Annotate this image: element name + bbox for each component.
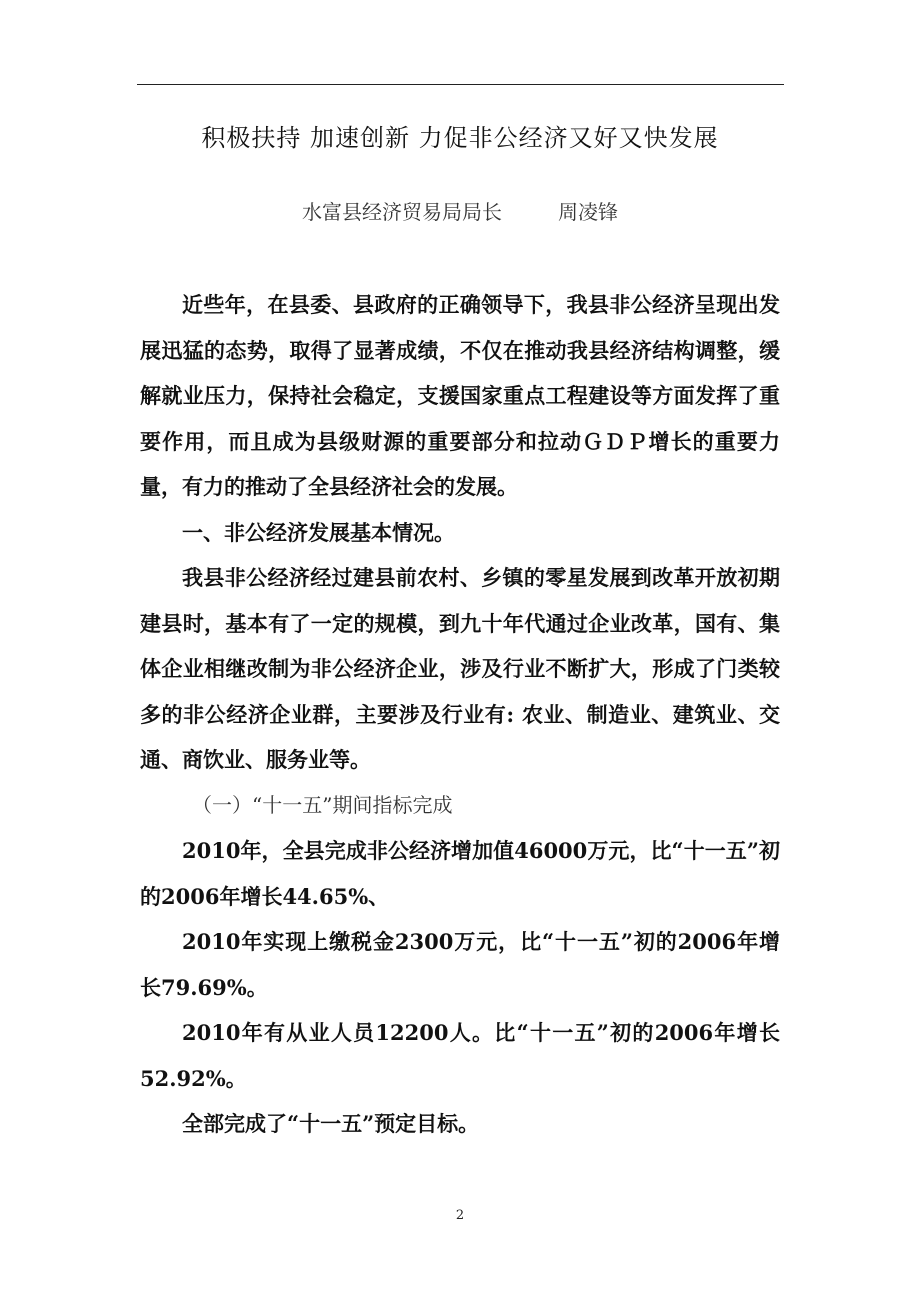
paragraph-intro: 近些年，在县委、县政府的正确领导下，我县非公经济呈现出发展迅猛的态势，取得了显著成绩，不仅在推动我县经济结构调整，缓解就业压力，保持社会稳定，支援国家重点工程建设等方面发挥了重要作用，而且成为县级财源的重要部分和拉动ＧＤＰ增长的重要力量，有力的推动了全县经济社会的发展。 [140,292,780,499]
paragraph-conclusion: 全部完成了“十一五”预定目标。 [182,1111,480,1136]
document-title: 积极扶持 加速创新 力促非公经济又好又快发展 [201,124,719,152]
header-rule [137,84,784,85]
paragraph-employment: 2010年有从业人员12200人。比“十一五”初的2006年增长52.92%。 [140,1020,780,1091]
paragraph-tax: 2010年实现上缴税金2300万元，比“十一五”初的2006年增长79.69%。 [140,929,780,1000]
page-number: 2 [455,1208,465,1223]
subsection-heading: （一）“十一五”期间指标完成 [192,792,453,817]
author-line [0,196,920,225]
author-organization: 水富县经济贸易局局长 [302,200,502,224]
paragraph-background: 我县非公经济经过建县前农村、乡镇的零星发展到改革开放初期建县时，基本有了一定的规模，到九十年代通过企业改革，国有、集体企业相继改制为非公经济企业，涉及行业不断扩大，形成了门类较多的非公经济企业群，主要涉及行业有: 农业、制造业、建筑业、交通、商饮业、服务业等。 [140,565,780,772]
document-body [140,282,780,1147]
author-name: 周凌锋 [558,200,618,224]
section-heading: 一、非公经济发展基本情况。 [182,519,455,545]
paragraph-value-added: 2010年，全县完成非公经济增加值46000万元，比“十一五”初的2006年增长44.65%、 [140,838,780,909]
